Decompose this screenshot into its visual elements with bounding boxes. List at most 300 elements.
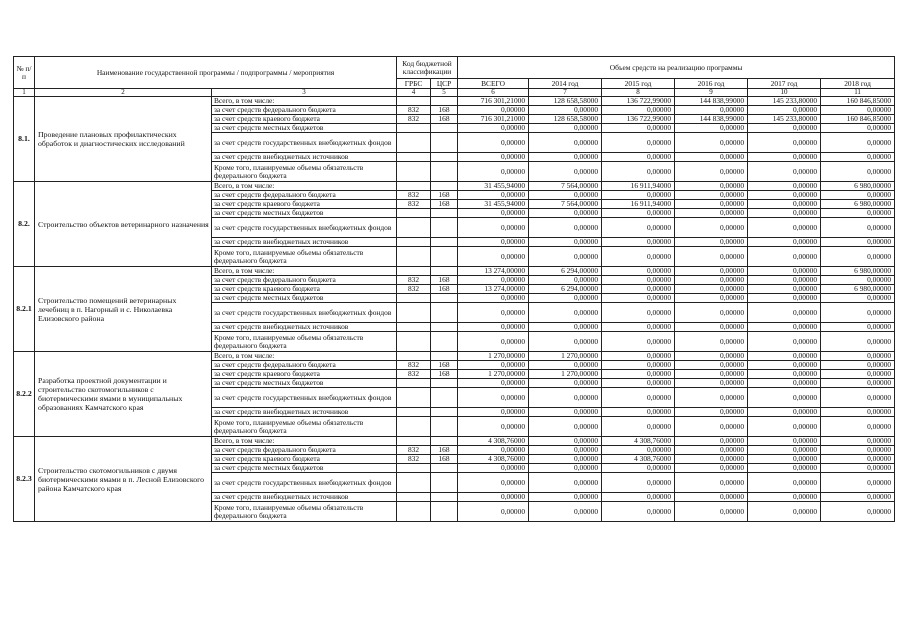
csr-code: 168	[431, 285, 458, 294]
funding-source-label: за счет средств федерального бюджета	[212, 106, 397, 115]
amount-year: 0,00000	[821, 162, 895, 182]
amount-total: 0,00000	[458, 153, 529, 162]
amount-year: 160 846,85000	[821, 115, 895, 124]
amount-year: 0,00000	[602, 247, 675, 267]
grbs-code	[397, 124, 431, 133]
amount-year: 0,00000	[675, 332, 748, 352]
amount-year: 0,00000	[821, 124, 895, 133]
amount-year: 0,00000	[675, 106, 748, 115]
grbs-code	[397, 182, 431, 191]
amount-year: 0,00000	[821, 209, 895, 218]
funding-source-label: за счет средств местных бюджетов	[212, 209, 397, 218]
col-name-header: Наименование государственной программы / подпрограммы / мероприятия	[35, 57, 397, 89]
amount-year: 0,00000	[602, 446, 675, 455]
amount-year: 0,00000	[602, 191, 675, 200]
col-year-header: 2016 год	[675, 79, 748, 89]
col-index: 10	[748, 89, 821, 97]
amount-year: 0,00000	[675, 218, 748, 238]
amount-year: 0,00000	[675, 473, 748, 493]
amount-year: 0,00000	[821, 133, 895, 153]
funding-source-label: за счет средств государственных внебюджетных фондов	[212, 303, 397, 323]
amount-year: 0,00000	[529, 493, 602, 502]
grbs-code	[397, 303, 431, 323]
amount-year: 0,00000	[675, 124, 748, 133]
amount-year: 0,00000	[602, 332, 675, 352]
amount-year: 0,00000	[675, 370, 748, 379]
section-number: 8.2.1	[14, 267, 35, 352]
amount-year: 0,00000	[748, 153, 821, 162]
amount-year: 0,00000	[748, 209, 821, 218]
amount-year: 0,00000	[675, 209, 748, 218]
amount-total: 0,00000	[458, 247, 529, 267]
amount-year: 0,00000	[529, 218, 602, 238]
grbs-code: 832	[397, 370, 431, 379]
amount-year: 0,00000	[602, 153, 675, 162]
csr-code: 168	[431, 115, 458, 124]
funding-source-label: за счет средств внебюджетных источников	[212, 238, 397, 247]
grbs-code	[397, 408, 431, 417]
amount-total: 13 274,00000	[458, 267, 529, 276]
amount-year: 128 658,58000	[529, 97, 602, 106]
amount-year: 0,00000	[529, 473, 602, 493]
amount-year: 0,00000	[675, 352, 748, 361]
amount-year: 0,00000	[675, 200, 748, 209]
section-number: 8.2.3	[14, 437, 35, 522]
amount-year: 0,00000	[821, 473, 895, 493]
amount-year: 0,00000	[529, 323, 602, 332]
grbs-code	[397, 294, 431, 303]
grbs-code: 832	[397, 191, 431, 200]
amount-year: 0,00000	[821, 370, 895, 379]
amount-year: 0,00000	[602, 133, 675, 153]
col-volume-header: Объем средств на реализацию программы	[458, 57, 895, 79]
funding-source-label: за счет средств местных бюджетов	[212, 379, 397, 388]
grbs-code	[397, 267, 431, 276]
amount-year: 0,00000	[821, 437, 895, 446]
amount-year: 0,00000	[748, 191, 821, 200]
table-row	[14, 182, 895, 191]
amount-year: 0,00000	[821, 191, 895, 200]
amount-year: 0,00000	[675, 437, 748, 446]
amount-total: 31 455,94000	[458, 200, 529, 209]
table-row	[14, 352, 895, 361]
amount-year: 7 564,00000	[529, 200, 602, 209]
funding-source-label: Кроме того, планируемые объемы обязательств федерального бюджета	[212, 247, 397, 267]
amount-year: 0,00000	[675, 191, 748, 200]
amount-year: 0,00000	[748, 294, 821, 303]
amount-year: 0,00000	[748, 417, 821, 437]
amount-total: 31 455,94000	[458, 182, 529, 191]
amount-year: 0,00000	[602, 276, 675, 285]
grbs-code	[397, 502, 431, 522]
amount-year: 0,00000	[748, 502, 821, 522]
csr-code	[431, 332, 458, 352]
amount-year: 0,00000	[748, 276, 821, 285]
amount-year: 0,00000	[529, 162, 602, 182]
funding-source-label: за счет средств краевого бюджета	[212, 115, 397, 124]
amount-total: 716 301,21000	[458, 115, 529, 124]
amount-year: 160 846,85000	[821, 97, 895, 106]
grbs-code: 832	[397, 115, 431, 124]
grbs-code	[397, 352, 431, 361]
amount-year: 0,00000	[748, 361, 821, 370]
amount-year: 0,00000	[602, 124, 675, 133]
col-index: 1	[14, 89, 35, 97]
amount-total: 0,00000	[458, 209, 529, 218]
amount-year: 0,00000	[602, 294, 675, 303]
amount-total: 4 308,76000	[458, 437, 529, 446]
section-number: 8.2.2	[14, 352, 35, 437]
funding-source-label: за счет средств краевого бюджета	[212, 285, 397, 294]
amount-year: 0,00000	[602, 209, 675, 218]
amount-year: 0,00000	[529, 408, 602, 417]
amount-year: 0,00000	[748, 162, 821, 182]
amount-year: 6 294,00000	[529, 267, 602, 276]
col-index: 8	[602, 89, 675, 97]
amount-year: 0,00000	[529, 332, 602, 352]
amount-year: 0,00000	[675, 247, 748, 267]
csr-code	[431, 294, 458, 303]
amount-year: 0,00000	[529, 379, 602, 388]
grbs-code	[397, 209, 431, 218]
grbs-code	[397, 332, 431, 352]
amount-year: 0,00000	[675, 133, 748, 153]
amount-year: 0,00000	[529, 294, 602, 303]
amount-year: 7 564,00000	[529, 182, 602, 191]
col-total-header: ВСЕГО	[458, 79, 529, 89]
amount-total: 0,00000	[458, 133, 529, 153]
amount-year: 0,00000	[602, 267, 675, 276]
amount-year: 0,00000	[675, 303, 748, 323]
amount-year: 0,00000	[675, 162, 748, 182]
col-index: 5	[431, 89, 458, 97]
section-name: Строительство скотомогильников с двумя биотермическими ямами в п. Лесной Елизовского района Камчатского края	[35, 437, 212, 522]
section-name: Строительство помещений ветеринарных лечебниц в п. Нагорный и с. Николаевка Елизовского района	[35, 267, 212, 352]
amount-year: 145 233,80000	[748, 115, 821, 124]
csr-code	[431, 473, 458, 493]
funding-source-label: Всего, в том числе:	[212, 97, 397, 106]
amount-year: 0,00000	[602, 238, 675, 247]
grbs-code: 832	[397, 455, 431, 464]
amount-year: 0,00000	[529, 455, 602, 464]
amount-total: 0,00000	[458, 106, 529, 115]
csr-code	[431, 352, 458, 361]
table-row	[14, 97, 895, 106]
funding-source-label: за счет средств государственных внебюджетных фондов	[212, 218, 397, 238]
grbs-code: 832	[397, 285, 431, 294]
amount-year: 0,00000	[821, 464, 895, 473]
amount-year: 0,00000	[821, 106, 895, 115]
amount-year: 0,00000	[602, 379, 675, 388]
col-num-header: № п/п	[14, 57, 35, 89]
funding-source-label: за счет средств внебюджетных источников	[212, 153, 397, 162]
amount-total: 0,00000	[458, 408, 529, 417]
funding-source-label: за счет средств государственных внебюджетных фондов	[212, 133, 397, 153]
funding-source-label: Всего, в том числе:	[212, 267, 397, 276]
amount-total: 0,00000	[458, 332, 529, 352]
csr-code: 168	[431, 200, 458, 209]
csr-code	[431, 247, 458, 267]
amount-year: 0,00000	[675, 502, 748, 522]
amount-year: 0,00000	[675, 446, 748, 455]
amount-year: 0,00000	[675, 238, 748, 247]
amount-year: 136 722,99000	[602, 97, 675, 106]
col-index: 9	[675, 89, 748, 97]
amount-year: 6 294,00000	[529, 285, 602, 294]
funding-source-label: Всего, в том числе:	[212, 352, 397, 361]
amount-year: 0,00000	[602, 408, 675, 417]
amount-year: 0,00000	[821, 303, 895, 323]
col-year-header: 2015 год	[602, 79, 675, 89]
amount-year: 0,00000	[675, 455, 748, 464]
csr-code	[431, 133, 458, 153]
amount-total: 716 301,21000	[458, 97, 529, 106]
amount-year: 0,00000	[748, 388, 821, 408]
table-row	[14, 437, 895, 446]
amount-total: 0,00000	[458, 218, 529, 238]
amount-year: 0,00000	[821, 502, 895, 522]
funding-source-label: Кроме того, планируемые объемы обязательств федерального бюджета	[212, 417, 397, 437]
col-index: 3	[212, 89, 397, 97]
amount-year: 0,00000	[529, 106, 602, 115]
amount-total: 0,00000	[458, 191, 529, 200]
funding-source-label: за счет средств федерального бюджета	[212, 446, 397, 455]
amount-year: 4 308,76000	[602, 455, 675, 464]
amount-year: 0,00000	[602, 285, 675, 294]
amount-year: 0,00000	[748, 133, 821, 153]
amount-year: 0,00000	[821, 323, 895, 332]
amount-year: 0,00000	[602, 417, 675, 437]
csr-code	[431, 97, 458, 106]
amount-year: 0,00000	[821, 352, 895, 361]
amount-year: 0,00000	[602, 352, 675, 361]
col-index: 2	[35, 89, 212, 97]
section-name: Разработка проектной документации и строительство скотомогильников с биотермическими ямами в муниципальных образованиях Камчатского края	[35, 352, 212, 437]
col-year-header: 2014 год	[529, 79, 602, 89]
amount-year: 0,00000	[821, 493, 895, 502]
col-index: 11	[821, 89, 895, 97]
amount-year: 0,00000	[748, 379, 821, 388]
csr-code: 168	[431, 276, 458, 285]
amount-year: 0,00000	[602, 464, 675, 473]
funding-source-label: за счет средств краевого бюджета	[212, 200, 397, 209]
amount-year: 6 980,00000	[821, 200, 895, 209]
csr-code	[431, 303, 458, 323]
section-number: 8.2.	[14, 182, 35, 267]
amount-total: 0,00000	[458, 446, 529, 455]
grbs-code	[397, 153, 431, 162]
funding-source-label: за счет средств местных бюджетов	[212, 464, 397, 473]
csr-code	[431, 493, 458, 502]
csr-code	[431, 437, 458, 446]
amount-year: 0,00000	[821, 388, 895, 408]
amount-total: 0,00000	[458, 502, 529, 522]
amount-year: 0,00000	[675, 408, 748, 417]
amount-year: 0,00000	[675, 417, 748, 437]
col-index: 7	[529, 89, 602, 97]
funding-source-label: Кроме того, планируемые объемы обязательств федерального бюджета	[212, 162, 397, 182]
csr-code	[431, 153, 458, 162]
amount-total: 0,00000	[458, 162, 529, 182]
amount-year: 0,00000	[821, 247, 895, 267]
grbs-code	[397, 323, 431, 332]
amount-year: 0,00000	[821, 446, 895, 455]
amount-year: 0,00000	[675, 388, 748, 408]
grbs-code: 832	[397, 200, 431, 209]
amount-year: 0,00000	[602, 218, 675, 238]
csr-code	[431, 502, 458, 522]
amount-year: 0,00000	[602, 323, 675, 332]
amount-year: 0,00000	[748, 238, 821, 247]
csr-code: 168	[431, 446, 458, 455]
csr-code: 168	[431, 370, 458, 379]
amount-year: 0,00000	[602, 388, 675, 408]
col-year-header: 2017 год	[748, 79, 821, 89]
grbs-code	[397, 493, 431, 502]
amount-total: 0,00000	[458, 303, 529, 323]
amount-year: 0,00000	[675, 276, 748, 285]
amount-year: 0,00000	[602, 303, 675, 323]
amount-year: 144 838,99000	[675, 97, 748, 106]
amount-year: 0,00000	[529, 276, 602, 285]
funding-source-label: за счет средств внебюджетных источников	[212, 493, 397, 502]
amount-year: 4 308,76000	[602, 437, 675, 446]
amount-year: 0,00000	[748, 352, 821, 361]
amount-year: 0,00000	[748, 323, 821, 332]
amount-year: 6 980,00000	[821, 285, 895, 294]
funding-source-label: за счет средств государственных внебюджетных фондов	[212, 473, 397, 493]
amount-year: 0,00000	[529, 437, 602, 446]
amount-year: 16 911,94000	[602, 200, 675, 209]
amount-year: 0,00000	[602, 106, 675, 115]
amount-year: 0,00000	[821, 218, 895, 238]
amount-total: 13 274,00000	[458, 285, 529, 294]
amount-year: 0,00000	[529, 124, 602, 133]
amount-total: 0,00000	[458, 379, 529, 388]
amount-year: 0,00000	[529, 361, 602, 370]
funding-source-label: Всего, в том числе:	[212, 437, 397, 446]
amount-year: 0,00000	[748, 218, 821, 238]
amount-year: 0,00000	[675, 153, 748, 162]
amount-year: 0,00000	[529, 209, 602, 218]
amount-year: 1 270,00000	[529, 352, 602, 361]
table-header	[14, 57, 895, 97]
amount-year: 0,00000	[529, 502, 602, 522]
grbs-code	[397, 464, 431, 473]
amount-total: 0,00000	[458, 361, 529, 370]
amount-year: 0,00000	[529, 388, 602, 408]
section-name: Проведение плановых профилактических обработок и диагностических исследований	[35, 97, 212, 182]
amount-year: 0,00000	[821, 455, 895, 464]
amount-year: 0,00000	[529, 133, 602, 153]
grbs-code	[397, 417, 431, 437]
amount-year: 0,00000	[675, 361, 748, 370]
amount-year: 0,00000	[602, 493, 675, 502]
csr-code	[431, 238, 458, 247]
amount-year: 0,00000	[675, 285, 748, 294]
funding-source-label: за счет средств федерального бюджета	[212, 191, 397, 200]
csr-code	[431, 209, 458, 218]
amount-year: 0,00000	[748, 200, 821, 209]
amount-total: 0,00000	[458, 276, 529, 285]
funding-source-label: за счет средств внебюджетных источников	[212, 408, 397, 417]
col-index: 6	[458, 89, 529, 97]
amount-year: 0,00000	[602, 361, 675, 370]
grbs-code	[397, 473, 431, 493]
funding-source-label: за счет средств краевого бюджета	[212, 370, 397, 379]
amount-year: 0,00000	[748, 267, 821, 276]
csr-code	[431, 218, 458, 238]
grbs-code: 832	[397, 446, 431, 455]
csr-code	[431, 182, 458, 191]
amount-year: 0,00000	[602, 502, 675, 522]
col-grbs-header: ГРБС	[397, 79, 431, 89]
amount-year: 0,00000	[529, 247, 602, 267]
funding-source-label: за счет средств местных бюджетов	[212, 124, 397, 133]
amount-year: 0,00000	[748, 455, 821, 464]
amount-year: 0,00000	[821, 276, 895, 285]
amount-total: 0,00000	[458, 124, 529, 133]
table-row	[14, 267, 895, 276]
amount-total: 0,00000	[458, 294, 529, 303]
funding-source-label: Всего, в том числе:	[212, 182, 397, 191]
amount-year: 0,00000	[748, 182, 821, 191]
amount-year: 128 658,58000	[529, 115, 602, 124]
amount-year: 0,00000	[529, 153, 602, 162]
amount-year: 0,00000	[748, 473, 821, 493]
csr-code	[431, 124, 458, 133]
amount-year: 0,00000	[602, 370, 675, 379]
grbs-code	[397, 133, 431, 153]
amount-year: 0,00000	[821, 332, 895, 352]
amount-total: 0,00000	[458, 323, 529, 332]
amount-year: 0,00000	[529, 238, 602, 247]
amount-year: 0,00000	[748, 464, 821, 473]
csr-code	[431, 267, 458, 276]
csr-code	[431, 417, 458, 437]
section-number: 8.1.	[14, 97, 35, 182]
amount-year: 0,00000	[675, 267, 748, 276]
grbs-code	[397, 379, 431, 388]
csr-code	[431, 323, 458, 332]
csr-code: 168	[431, 191, 458, 200]
csr-code: 168	[431, 361, 458, 370]
amount-total: 0,00000	[458, 417, 529, 437]
grbs-code	[397, 437, 431, 446]
amount-year: 0,00000	[748, 106, 821, 115]
funding-source-label: за счет средств федерального бюджета	[212, 361, 397, 370]
amount-total: 1 270,00000	[458, 352, 529, 361]
amount-year: 0,00000	[602, 473, 675, 493]
amount-year: 0,00000	[675, 323, 748, 332]
amount-year: 144 838,99000	[675, 115, 748, 124]
amount-year: 1 270,00000	[529, 370, 602, 379]
amount-year: 0,00000	[748, 446, 821, 455]
amount-year: 0,00000	[821, 238, 895, 247]
amount-year: 0,00000	[821, 294, 895, 303]
csr-code	[431, 388, 458, 408]
csr-code	[431, 408, 458, 417]
amount-year: 0,00000	[602, 162, 675, 182]
funding-source-label: Кроме того, планируемые объемы обязательств федерального бюджета	[212, 332, 397, 352]
amount-year: 0,00000	[675, 294, 748, 303]
amount-year: 0,00000	[748, 285, 821, 294]
amount-year: 16 911,94000	[602, 182, 675, 191]
amount-year: 136 722,99000	[602, 115, 675, 124]
grbs-code	[397, 238, 431, 247]
funding-source-label: за счет средств внебюджетных источников	[212, 323, 397, 332]
grbs-code	[397, 247, 431, 267]
